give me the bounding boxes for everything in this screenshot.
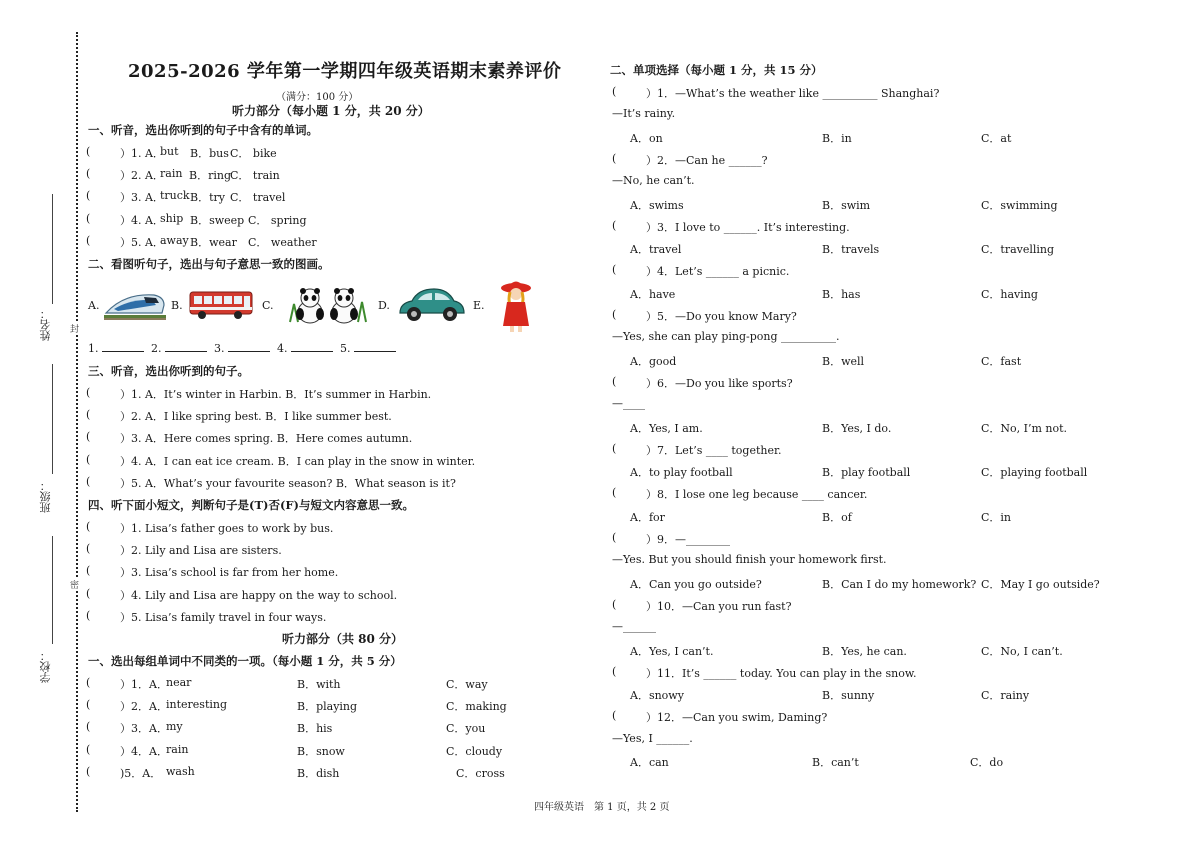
mc-option-b: B．has: [822, 287, 861, 301]
sentence-choice: ）5. A．What’s your favourite season? B．What season is it?: [120, 476, 456, 490]
option-a: rain: [166, 742, 189, 756]
binding-dotted-line: [76, 32, 78, 812]
answer-paren: (: [612, 531, 617, 544]
answer-paren: (: [86, 586, 91, 600]
girl-in-red-picture: [496, 278, 536, 338]
answer-paren: (: [612, 85, 617, 98]
mc-option-c: C．at: [981, 131, 1012, 145]
mc-option-c: C．travelling: [981, 243, 1055, 257]
answer-paren: (: [612, 218, 617, 232]
answer-paren: (: [86, 474, 91, 488]
sentence-choice: ）2. A．I like spring best. B．I like summer best.: [120, 410, 392, 424]
mc-option-a: A．for: [630, 510, 665, 524]
answer-paren: (: [86, 167, 91, 181]
name-label: 姓名：: [39, 308, 52, 341]
exam-title: 2025-2026 学年第一学期四年级英语期末素养评价: [128, 61, 562, 82]
true-false-statement: ）2. Lily and Lisa are sisters.: [120, 544, 282, 558]
mc-question: ）10．—Can you run fast?: [646, 599, 792, 613]
answer-paren: (: [86, 430, 91, 444]
answer-paren: (: [612, 308, 617, 321]
option-c: C． train: [230, 169, 280, 183]
answer-paren: (: [612, 664, 617, 678]
written-sec1-heading: 一、选出每组单词中不同类的一项。（每小题 1 分，共 5 分）: [88, 654, 402, 668]
mc-option-b: B．can’t: [812, 756, 859, 769]
question-number: ）2. A．: [120, 169, 164, 183]
mc-option-b: B．sunny: [822, 689, 875, 703]
true-false-statement: ）5. Lisa’s family travel in four ways.: [120, 610, 327, 624]
mc-option-c: C．playing football: [981, 466, 1088, 480]
option-a: truck: [160, 189, 190, 203]
answer-paren: (: [86, 189, 91, 203]
sentence-choice: ）1. A．It’s winter in Harbin. B．It’s summer in Harbin.: [120, 388, 432, 401]
option-a: away: [160, 233, 189, 247]
option-a: ship: [160, 211, 184, 225]
answer-paren: (: [86, 145, 91, 158]
mc-question: ）12．—Can you swim, Daming?: [646, 711, 828, 725]
mc-option-b: B．play football: [822, 466, 911, 480]
answer-paren: (: [612, 486, 617, 500]
option-c: C．cross: [456, 766, 505, 780]
question-number: ）3. A．: [120, 191, 164, 205]
mc-question: ）4．Let’s ______ a picnic.: [646, 265, 790, 279]
option-c: C． travel: [230, 191, 286, 205]
mc-option-c: C．rainy: [981, 689, 1030, 703]
answer-paren: (: [86, 520, 91, 533]
option-c: C． spring: [248, 213, 307, 227]
answer-blank: [228, 351, 270, 352]
answer-paren: (: [86, 452, 91, 466]
mc-option-b: B．Yes, I do.: [822, 421, 892, 435]
mc-option-a: A．good: [630, 354, 677, 368]
mc-question: ）6．—Do you like sports?: [646, 376, 793, 390]
mc-option-b: B．swim: [822, 198, 871, 212]
mc-option-a: A．travel: [630, 243, 682, 257]
option-a: near: [166, 676, 192, 689]
bus-picture: [188, 289, 254, 325]
mc-option-a: A．on: [630, 131, 663, 145]
option-c: C．cloudy: [446, 744, 503, 758]
option-b: B．playing: [297, 700, 358, 714]
option-b: B．dish: [297, 766, 340, 780]
high-speed-train-picture: [104, 283, 166, 327]
question-number: ）1. A．: [120, 147, 164, 160]
mc-question: ）11．It’s ______ today. You can play in the snow.: [646, 666, 917, 680]
listening-sec4-heading: 四、听下面小短文，判断句子是(T)否(F)与短文内容意思一致。: [88, 498, 414, 512]
mc-option-c: C．No, I can’t.: [981, 644, 1063, 658]
answer-paren: (: [86, 542, 91, 556]
mc-option-a: A．swims: [630, 198, 684, 212]
option-b: B．with: [297, 678, 341, 691]
option-c: C．making: [446, 700, 507, 714]
answer-paren: (: [612, 374, 617, 388]
option-b: B．sweep: [190, 213, 245, 227]
school-fill-line: [52, 536, 53, 644]
mc-option-a: A．Yes, I am.: [630, 421, 703, 435]
option-c: C．you: [446, 722, 486, 736]
answer-paren: (: [86, 233, 91, 247]
option-b: B．snow: [297, 744, 345, 758]
mc-option-c: C．May I go outside?: [981, 577, 1100, 591]
blank-number: 1.: [88, 342, 99, 355]
pic-letter-d: D.: [378, 299, 390, 312]
answer-paren: (: [612, 709, 617, 723]
car-picture: [396, 285, 468, 327]
question-number: ）4．A．: [120, 744, 168, 758]
listening-sec3-heading: 三、听音，选出你听到的句子。: [88, 364, 249, 378]
pic-letter-b: B.: [171, 299, 183, 312]
option-b: B．ring: [189, 169, 231, 183]
answer-paren: (: [86, 211, 91, 225]
true-false-statement: ）4. Lily and Lisa are happy on the way to school.: [120, 588, 398, 602]
option-b: B．wear: [190, 235, 237, 249]
mc-question-line2: —Yes, I ______.: [612, 731, 693, 745]
option-a: rain: [160, 167, 183, 181]
true-false-statement: ）1. Lisa’s father goes to work by bus.: [120, 522, 334, 535]
name-fill-line: [52, 194, 53, 304]
answer-paren: (: [612, 151, 617, 165]
pic-letter-e: E.: [473, 299, 485, 312]
score-note: （满分：100 分）: [276, 92, 359, 103]
mc-question: ）2．—Can he ______?: [646, 153, 768, 167]
question-number: )5．A．: [120, 766, 162, 780]
mc-option-b: B．Can I do my homework?: [822, 577, 977, 591]
mc-option-c: C．swimming: [981, 198, 1058, 212]
option-b: B．try: [190, 191, 225, 205]
mc-option-b: B．well: [822, 354, 865, 368]
mc-option-c: C．No, I’m not.: [981, 421, 1068, 435]
option-a: wash: [166, 764, 195, 778]
option-a: my: [166, 720, 183, 734]
answer-paren: (: [612, 597, 617, 611]
blank-number: 2.: [151, 342, 162, 355]
seal-char-2: 密: [70, 578, 79, 591]
true-false-statement: ）3. Lisa’s school is far from her home.: [120, 566, 339, 580]
mc-question: ）7．Let’s ____ together.: [646, 443, 782, 457]
answer-paren: (: [86, 564, 91, 578]
mc-option-c: C．in: [981, 510, 1012, 524]
mc-option-c: C．having: [981, 287, 1038, 301]
mc-option-a: A．can: [630, 756, 669, 769]
mc-option-c: C．fast: [981, 354, 1022, 368]
mc-question: ）1．—What’s the weather like __________ Shanghai?: [646, 87, 940, 100]
option-c: C． weather: [248, 235, 317, 249]
blank-number: 4.: [277, 342, 288, 355]
sentence-choice: ）3. A．Here comes spring. B．Here comes autumn.: [120, 432, 413, 446]
mc-question: ）5．—Do you know Mary?: [646, 310, 797, 323]
mc-option-a: A．have: [630, 287, 676, 301]
mc-question-line2: —No, he can’t.: [612, 174, 695, 188]
pic-letter-c: C.: [262, 299, 274, 312]
answer-paren: (: [86, 676, 91, 689]
mc-question-line2: —______: [612, 620, 656, 634]
answer-blank: [102, 351, 144, 352]
option-c: C．way: [446, 678, 488, 691]
question-number: ）3．A．: [120, 722, 168, 736]
answer-paren: (: [86, 386, 91, 399]
written-sec2-heading: 二、单项选择（每小题 1 分，共 15 分）: [610, 63, 823, 77]
sentence-choice: ）4. A．I can eat ice cream. B．I can play in the snow in winter.: [120, 454, 476, 468]
mc-option-c: C．do: [970, 756, 1004, 769]
listening-sec1-heading: 一、听音，选出你听到的句子中含有的单词。: [88, 123, 318, 137]
answer-paren: (: [86, 720, 91, 734]
question-number: ）1．A．: [120, 678, 168, 691]
blank-number: 5.: [340, 342, 351, 355]
option-a: interesting: [166, 698, 228, 712]
question-number: ）4. A．: [120, 213, 164, 227]
option-b: B．his: [297, 722, 333, 736]
option-a: but: [160, 145, 179, 158]
mc-question-line2: —It’s rainy.: [612, 107, 676, 121]
mc-question-line2: —____: [612, 397, 645, 411]
answer-blank: [354, 351, 396, 352]
mc-option-b: B．Yes, he can.: [822, 644, 907, 658]
listening-heading: 听力部分（每小题 1 分，共 20 分）: [232, 104, 430, 118]
question-number: ）2．A．: [120, 700, 168, 714]
mc-option-a: A．Can you go outside?: [630, 577, 762, 591]
mc-option-a: A．to play football: [630, 466, 733, 480]
mc-option-a: A．snowy: [630, 689, 684, 703]
pic-letter-a: A.: [88, 299, 100, 312]
mc-question: ）3．I love to ______. It’s interesting.: [646, 220, 850, 234]
option-b: B．bus: [190, 147, 229, 160]
mc-question-line2: —Yes. But you should finish your homework first.: [612, 553, 887, 567]
answer-paren: (: [86, 408, 91, 422]
answer-blank: [165, 351, 207, 352]
mc-option-b: B．in: [822, 131, 852, 145]
mc-option-b: B．travels: [822, 243, 880, 257]
mc-question: ）9．—________: [646, 533, 730, 546]
mc-question: ）8．I lose one leg because ____ cancer.: [646, 488, 868, 502]
mc-question-line2: —Yes, she can play ping-pong __________.: [612, 330, 840, 344]
mc-option-a: A．Yes, I can’t.: [630, 644, 714, 658]
answer-blank: [291, 351, 333, 352]
school-label: 学校：: [39, 650, 52, 683]
listening-sec2-heading: 二、看图听句子，选出与句子意思一致的图画。: [88, 257, 330, 271]
mc-option-b: B．of: [822, 510, 852, 524]
page-footer: 四年级英语 第 1 页，共 2 页: [534, 802, 670, 813]
answer-paren: (: [612, 263, 617, 277]
answer-paren: (: [86, 698, 91, 712]
option-c: C． bike: [230, 147, 277, 160]
class-fill-line: [52, 364, 53, 474]
answer-paren: (: [86, 608, 91, 622]
question-number: ）5. A．: [120, 235, 164, 249]
answer-paren: (: [612, 441, 617, 455]
blank-number: 3.: [214, 342, 225, 355]
pandas-picture: [288, 284, 368, 328]
answer-paren: (: [86, 742, 91, 756]
seal-char-1: 封: [70, 322, 79, 335]
answer-paren: (: [86, 764, 91, 778]
class-label: 班级：: [39, 480, 52, 513]
written-heading: 听力部分（共 80 分）: [282, 632, 404, 646]
